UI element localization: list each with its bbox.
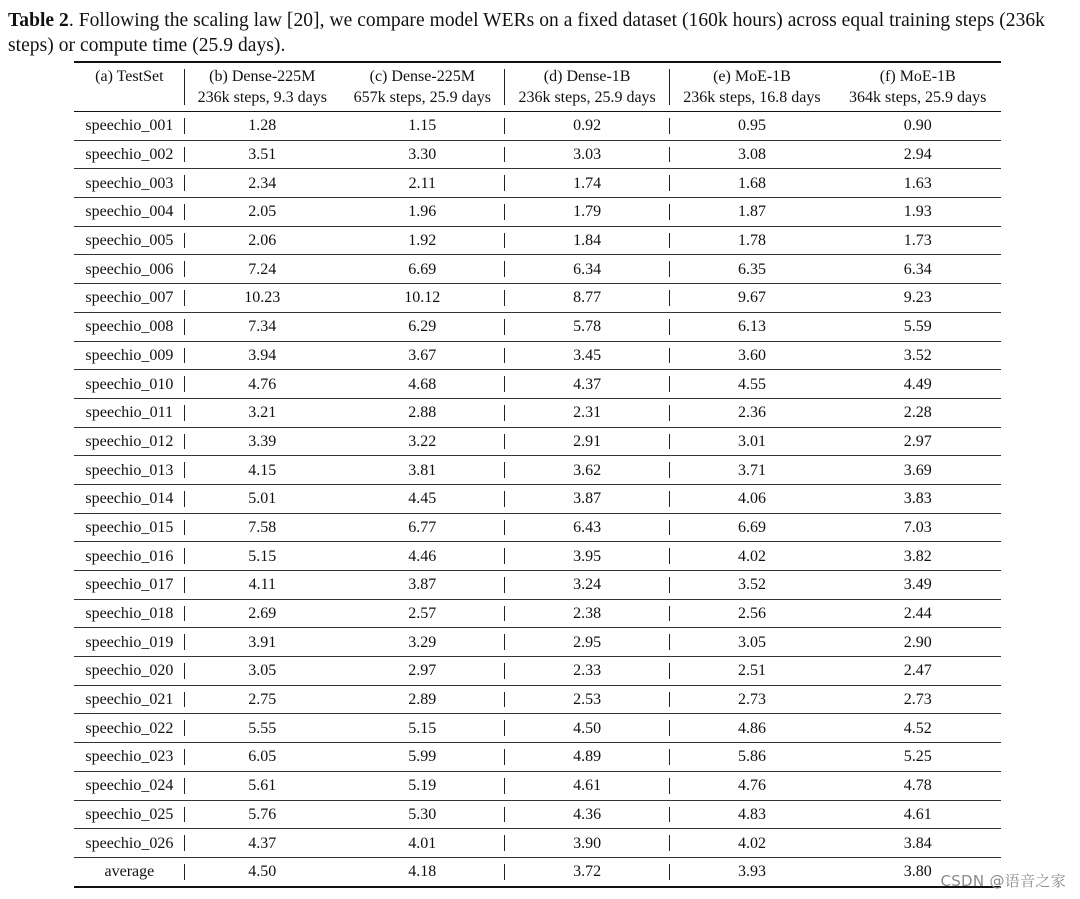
wer-cell: 4.15 (185, 456, 340, 485)
wer-cell: 1.93 (834, 198, 1001, 227)
testset-cell: speechio_001 (74, 112, 185, 141)
wer-cell: 6.05 (185, 743, 340, 772)
wer-cell: 2.97 (340, 657, 505, 686)
wer-cell: 5.86 (670, 743, 835, 772)
wer-cell: 2.73 (834, 685, 1001, 714)
wer-cell: 6.35 (670, 255, 835, 284)
table-body (74, 112, 1001, 887)
wer-cell: 1.15 (340, 112, 505, 141)
table-row (74, 599, 1001, 628)
column-header (670, 62, 835, 112)
testset-cell: speechio_017 (74, 571, 185, 600)
wer-cell: 4.45 (340, 484, 505, 513)
column-header-subtitle: 364k steps, 25.9 days (849, 89, 987, 106)
wer-cell: 3.62 (505, 456, 670, 485)
wer-cell: 1.96 (340, 198, 505, 227)
column-header-title: (c) Dense-225M (369, 68, 475, 85)
wer-cell: 3.01 (670, 427, 835, 456)
wer-cell: 2.94 (834, 140, 1001, 169)
column-header-title: (e) MoE-1B (713, 68, 791, 85)
wer-cell: 2.91 (505, 427, 670, 456)
wer-cell: 4.83 (670, 800, 835, 829)
wer-cell: 2.88 (340, 398, 505, 427)
wer-cell: 1.84 (505, 226, 670, 255)
wer-cell: 9.67 (670, 284, 835, 313)
wer-cell: 6.13 (670, 312, 835, 341)
testset-cell: speechio_021 (74, 685, 185, 714)
wer-cell: 3.95 (505, 542, 670, 571)
table-row (74, 628, 1001, 657)
testset-cell: speechio_007 (74, 284, 185, 313)
wer-cell: 3.81 (340, 456, 505, 485)
wer-cell: 3.22 (340, 427, 505, 456)
wer-cell: 2.31 (505, 398, 670, 427)
table-header (74, 62, 1001, 112)
wer-cell: 1.73 (834, 226, 1001, 255)
column-header-subtitle: 236k steps, 9.3 days (197, 89, 327, 106)
wer-cell: 3.84 (834, 829, 1001, 858)
wer-cell: 9.23 (834, 284, 1001, 313)
wer-cell: 4.52 (834, 714, 1001, 743)
testset-cell: speechio_014 (74, 484, 185, 513)
table-row (74, 284, 1001, 313)
testset-cell: average (74, 857, 185, 886)
wer-cell: 3.30 (340, 140, 505, 169)
wer-cell: 10.23 (185, 284, 340, 313)
testset-cell: speechio_026 (74, 829, 185, 858)
wer-cell: 2.95 (505, 628, 670, 657)
wer-cell: 4.78 (834, 771, 1001, 800)
column-header-subtitle: 236k steps, 16.8 days (683, 89, 821, 106)
wer-cell: 3.24 (505, 571, 670, 600)
wer-cell: 4.11 (185, 571, 340, 600)
wer-cell: 2.36 (670, 398, 835, 427)
table-row (74, 312, 1001, 341)
column-header-title: (b) Dense-225M (209, 68, 316, 85)
table-row (74, 743, 1001, 772)
wer-cell: 4.76 (670, 771, 835, 800)
wer-cell: 5.15 (340, 714, 505, 743)
wer-cell: 7.34 (185, 312, 340, 341)
table-row (74, 714, 1001, 743)
wer-cell: 2.38 (505, 599, 670, 628)
testset-cell: speechio_022 (74, 714, 185, 743)
testset-cell: speechio_006 (74, 255, 185, 284)
wer-cell: 3.91 (185, 628, 340, 657)
column-header-subtitle: 236k steps, 25.9 days (518, 89, 656, 106)
wer-cell: 4.50 (185, 857, 340, 886)
testset-cell: speechio_005 (74, 226, 185, 255)
table-row (74, 829, 1001, 858)
wer-cell: 0.90 (834, 112, 1001, 141)
column-header-title: (d) Dense-1B (543, 68, 631, 85)
wer-cell: 4.18 (340, 857, 505, 886)
table-row (74, 226, 1001, 255)
header-row (74, 62, 1001, 112)
testset-cell: speechio_010 (74, 370, 185, 399)
wer-cell: 3.29 (340, 628, 505, 657)
wer-cell: 5.19 (340, 771, 505, 800)
table-row (74, 456, 1001, 485)
testset-cell: speechio_002 (74, 140, 185, 169)
table-row (74, 169, 1001, 198)
wer-cell: 7.24 (185, 255, 340, 284)
table-row (74, 484, 1001, 513)
wer-cell: 1.68 (670, 169, 835, 198)
testset-cell: speechio_019 (74, 628, 185, 657)
wer-cell: 3.72 (505, 857, 670, 886)
wer-cell: 5.99 (340, 743, 505, 772)
testset-cell: speechio_020 (74, 657, 185, 686)
wer-cell: 2.44 (834, 599, 1001, 628)
table-row (74, 571, 1001, 600)
table-row (74, 800, 1001, 829)
wer-cell: 5.76 (185, 800, 340, 829)
table-row (74, 112, 1001, 141)
wer-cell: 3.49 (834, 571, 1001, 600)
wer-cell: 0.95 (670, 112, 835, 141)
wer-cell: 2.28 (834, 398, 1001, 427)
wer-cell: 2.33 (505, 657, 670, 686)
testset-cell: speechio_013 (74, 456, 185, 485)
wer-cell: 2.34 (185, 169, 340, 198)
column-header-title: (f) MoE-1B (879, 68, 956, 85)
column-header (505, 62, 670, 112)
wer-cell: 5.55 (185, 714, 340, 743)
wer-cell: 4.50 (505, 714, 670, 743)
wer-cell: 6.43 (505, 513, 670, 542)
wer-cell: 1.79 (505, 198, 670, 227)
column-header (74, 62, 185, 112)
wer-cell: 3.51 (185, 140, 340, 169)
table-row (74, 198, 1001, 227)
testset-cell: speechio_018 (74, 599, 185, 628)
wer-cell: 4.86 (670, 714, 835, 743)
wer-cell: 4.49 (834, 370, 1001, 399)
wer-cell: 5.61 (185, 771, 340, 800)
table-row (74, 140, 1001, 169)
wer-cell: 1.87 (670, 198, 835, 227)
wer-cell: 3.67 (340, 341, 505, 370)
wer-cell: 2.47 (834, 657, 1001, 686)
wer-cell: 2.06 (185, 226, 340, 255)
wer-cell: 3.60 (670, 341, 835, 370)
wer-cell: 5.30 (340, 800, 505, 829)
wer-cell: 7.58 (185, 513, 340, 542)
table-row (74, 370, 1001, 399)
wer-cell: 3.69 (834, 456, 1001, 485)
wer-cell: 4.37 (185, 829, 340, 858)
wer-cell: 1.78 (670, 226, 835, 255)
wer-cell: 5.15 (185, 542, 340, 571)
testset-cell: speechio_008 (74, 312, 185, 341)
wer-cell: 3.05 (670, 628, 835, 657)
wer-cell: 3.71 (670, 456, 835, 485)
wer-cell: 4.06 (670, 484, 835, 513)
wer-cell: 3.05 (185, 657, 340, 686)
table-caption (8, 8, 1076, 58)
wer-cell: 6.34 (505, 255, 670, 284)
wer-cell: 3.03 (505, 140, 670, 169)
table-row (74, 771, 1001, 800)
table-row (74, 255, 1001, 284)
testset-cell: speechio_025 (74, 800, 185, 829)
wer-cell: 6.69 (670, 513, 835, 542)
wer-cell: 2.90 (834, 628, 1001, 657)
caption-label: Table 2 (8, 10, 69, 31)
table-row (74, 657, 1001, 686)
table-row (74, 398, 1001, 427)
column-header-title: (a) TestSet (95, 68, 164, 85)
wer-cell: 4.89 (505, 743, 670, 772)
wer-cell: 3.94 (185, 341, 340, 370)
wer-cell: 4.46 (340, 542, 505, 571)
wer-cell: 3.80 (834, 857, 1001, 886)
column-header (185, 62, 340, 112)
testset-cell: speechio_016 (74, 542, 185, 571)
wer-cell: 6.34 (834, 255, 1001, 284)
wer-cell: 2.89 (340, 685, 505, 714)
wer-cell: 1.92 (340, 226, 505, 255)
wer-cell: 2.05 (185, 198, 340, 227)
wer-cell: 4.55 (670, 370, 835, 399)
wer-cell: 2.57 (340, 599, 505, 628)
wer-cell: 5.25 (834, 743, 1001, 772)
wer-cell: 3.90 (505, 829, 670, 858)
watermark: CSDN @语音之家 (940, 872, 1066, 890)
wer-cell: 3.52 (670, 571, 835, 600)
wer-cell: 2.51 (670, 657, 835, 686)
wer-cell: 2.53 (505, 685, 670, 714)
wer-table (74, 61, 1001, 888)
testset-cell: speechio_012 (74, 427, 185, 456)
table-row (74, 542, 1001, 571)
testset-cell: speechio_004 (74, 198, 185, 227)
wer-cell: 1.63 (834, 169, 1001, 198)
wer-cell: 4.68 (340, 370, 505, 399)
wer-cell: 3.52 (834, 341, 1001, 370)
wer-cell: 4.02 (670, 542, 835, 571)
wer-cell: 3.82 (834, 542, 1001, 571)
caption-text: . Following the scaling law [20], we compare model WERs on a fixed dataset (160k hours) across equal training steps (236k steps) or compute time (25.9 days). (8, 10, 1045, 56)
wer-cell: 3.83 (834, 484, 1001, 513)
wer-cell: 6.77 (340, 513, 505, 542)
average-row (74, 857, 1001, 886)
wer-cell: 3.87 (340, 571, 505, 600)
wer-cell: 4.36 (505, 800, 670, 829)
wer-cell: 2.73 (670, 685, 835, 714)
wer-cell: 4.02 (670, 829, 835, 858)
wer-cell: 6.29 (340, 312, 505, 341)
table-row (74, 341, 1001, 370)
wer-cell: 2.75 (185, 685, 340, 714)
testset-cell: speechio_003 (74, 169, 185, 198)
wer-cell: 2.56 (670, 599, 835, 628)
testset-cell: speechio_011 (74, 398, 185, 427)
testset-cell: speechio_023 (74, 743, 185, 772)
wer-cell: 3.93 (670, 857, 835, 886)
wer-cell: 5.78 (505, 312, 670, 341)
wer-cell: 4.37 (505, 370, 670, 399)
table-row (74, 685, 1001, 714)
column-header (834, 62, 1001, 112)
table-row (74, 513, 1001, 542)
wer-cell: 0.92 (505, 112, 670, 141)
wer-cell: 1.28 (185, 112, 340, 141)
wer-cell: 5.59 (834, 312, 1001, 341)
wer-cell: 2.97 (834, 427, 1001, 456)
wer-cell: 1.74 (505, 169, 670, 198)
wer-cell: 4.61 (834, 800, 1001, 829)
wer-cell: 3.08 (670, 140, 835, 169)
wer-cell: 8.77 (505, 284, 670, 313)
table-row (74, 427, 1001, 456)
wer-cell: 3.87 (505, 484, 670, 513)
wer-cell: 3.39 (185, 427, 340, 456)
wer-cell: 4.76 (185, 370, 340, 399)
wer-cell: 10.12 (340, 284, 505, 313)
testset-cell: speechio_009 (74, 341, 185, 370)
wer-cell: 4.61 (505, 771, 670, 800)
column-header-subtitle: 657k steps, 25.9 days (353, 89, 491, 106)
wer-cell: 7.03 (834, 513, 1001, 542)
wer-cell: 4.01 (340, 829, 505, 858)
wer-cell: 2.69 (185, 599, 340, 628)
testset-cell: speechio_024 (74, 771, 185, 800)
wer-cell: 2.11 (340, 169, 505, 198)
wer-cell: 3.45 (505, 341, 670, 370)
column-header (340, 62, 505, 112)
wer-cell: 3.21 (185, 398, 340, 427)
wer-cell: 5.01 (185, 484, 340, 513)
wer-cell: 6.69 (340, 255, 505, 284)
testset-cell: speechio_015 (74, 513, 185, 542)
